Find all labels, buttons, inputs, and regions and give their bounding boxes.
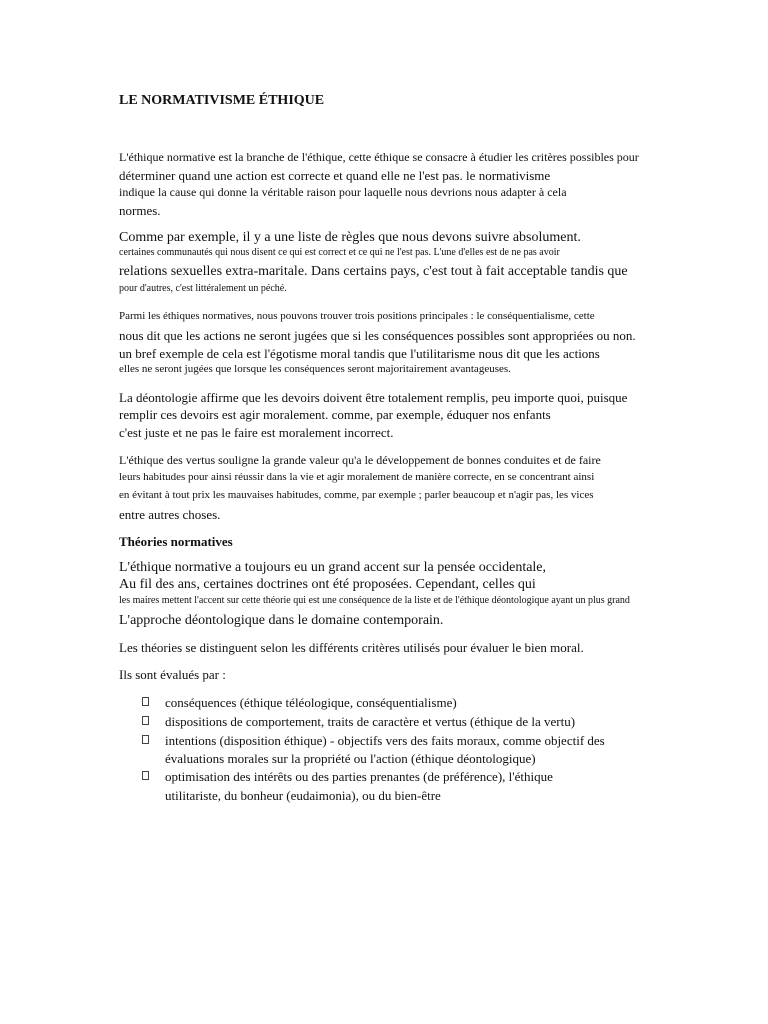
para3-line2: nous dit que les actions ne seront jugées que si les conséquences possibles sont appropriées ou non. — [119, 328, 636, 343]
para2-line4: pour d'autres, c'est littéralement un péché. — [119, 283, 287, 294]
section-heading-normative-theories: Théories normatives — [119, 534, 233, 549]
para4-line2: remplir ces devoirs est agir moralement. comme, par exemple, éduquer nos enfants — [119, 407, 551, 422]
bullet-item-4-line1: optimisation des intérêts ou des parties prenantes (de préférence), l'éthique — [165, 769, 553, 784]
bullet-marker-icon — [142, 715, 152, 725]
para6-line3: les maires mettent l'accent sur cette théorie qui est une conséquence de la liste et de l'éthique déontologique ayant un plus grand — [119, 595, 630, 606]
para5-line4: entre autres choses. — [119, 507, 221, 522]
para6-line2: Au fil des ans, certaines doctrines ont été proposées. Cependant, celles qui — [119, 577, 536, 592]
para2-line3: relations sexuelles extra-maritale. Dans certains pays, c'est tout à fait acceptable tandis que — [119, 264, 628, 279]
document-title: LE NORMATIVISME ÉTHIQUE — [119, 93, 325, 108]
para1-line3: indique la cause qui donne la véritable raison pour laquelle nous devrions nous adapter à cela — [119, 185, 567, 199]
para1-line2: déterminer quand une action est correcte et quand elle ne l'est pas. le normativisme — [119, 168, 551, 183]
para5-line3: en évitant à tout prix les mauvaises habitudes, comme, par exemple ; parler beaucoup et n'agir pas, les vices — [119, 489, 594, 501]
bullet-item-4-line2: utilitariste, du bonheur (eudaimonia), ou du bien-être — [165, 788, 441, 803]
para3-line1: Parmi les éthiques normatives, nous pouvons trouver trois positions principales : le conséquentialisme, cette — [119, 310, 595, 322]
para1-line1: L'éthique normative est la branche de l'éthique, cette éthique se consacre à étudier les critères possibles pour — [119, 150, 639, 164]
bullet-item-2: dispositions de comportement, traits de caractère et vertus (éthique de la vertu) — [165, 714, 576, 729]
bullet-marker-icon — [142, 696, 152, 706]
bullet-item-1: conséquences (éthique téléologique, conséquentialisme) — [165, 695, 457, 710]
para2-line2: certaines communautés qui nous disent ce qui est correct et ce qui ne l'est pas. L'une d'elles est de ne pas avoir — [119, 247, 560, 258]
para4-line1: La déontologie affirme que les devoirs doivent être totalement remplis, peu importe quoi, puisque — [119, 390, 628, 405]
para6-line4: L'approche déontologique dans le domaine contemporain. — [119, 613, 444, 628]
para3-line3: un bref exemple de cela est l'égotisme moral tandis que l'utilitarisme nous dit que les actions — [119, 346, 600, 361]
para1-line4: normes. — [119, 203, 161, 218]
para5-line1: L'éthique des vertus souligne la grande valeur qu'a le développement de bonnes conduites et de faire — [119, 453, 601, 467]
bullet-item-3-line1: intentions (disposition éthique) - objectifs vers des faits moraux, comme objectif des — [165, 733, 605, 748]
para2-line1: Comme par exemple, il y a une liste de règles que nous devons suivre absolument. — [119, 230, 581, 245]
bullet-marker-icon — [142, 770, 152, 780]
para8-line1: Ils sont évalués par : — [119, 667, 226, 682]
para7-line1: Les théories se distinguent selon les différents critères utilisés pour évaluer le bien moral. — [119, 640, 584, 655]
para6-line1: L'éthique normative a toujours eu un grand accent sur la pensée occidentale, — [119, 560, 547, 575]
para4-line3: c'est juste et ne pas le faire est moralement incorrect. — [119, 425, 394, 440]
bullet-marker-icon — [142, 734, 152, 744]
para5-line2: leurs habitudes pour ainsi réussir dans la vie et agir moralement de manière correcte, en se concentrant ainsi — [119, 471, 595, 483]
para3-line4: elles ne seront jugées que lorsque les conséquences seront majoritairement avantageuses. — [119, 363, 511, 375]
bullet-item-3-line2: évaluations morales sur la propriété ou l'action (éthique déontologique) — [165, 751, 536, 766]
